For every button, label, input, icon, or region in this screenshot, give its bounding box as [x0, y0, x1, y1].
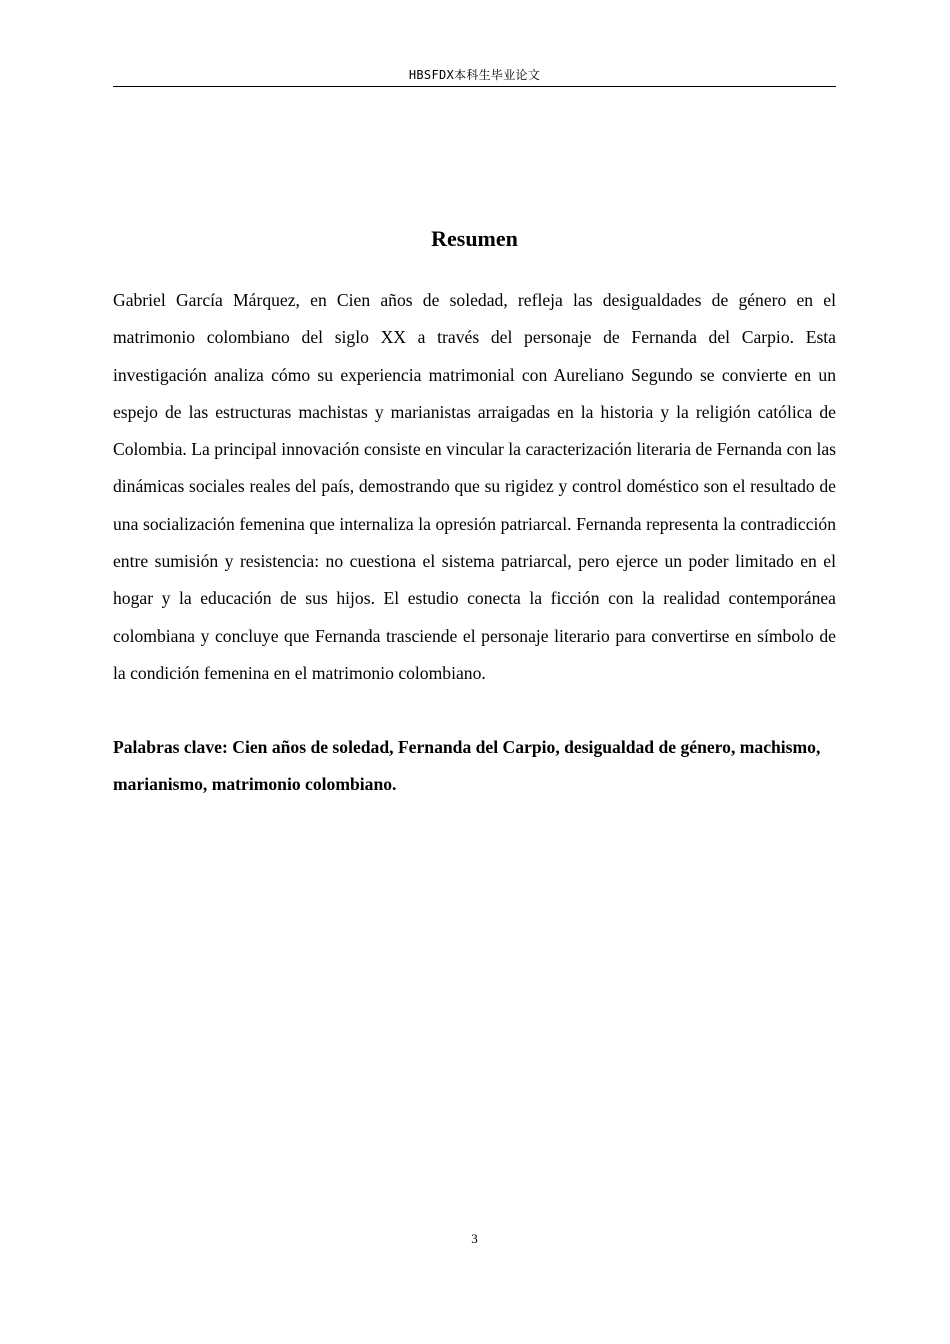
- keywords-paragraph: [113, 729, 836, 804]
- keywords-text: Cien años de soledad, Fernanda del Carpio, desigualdad de género, machismo, marianismo, matrimonio colombiano.: [113, 737, 821, 795]
- page-header: [113, 66, 836, 87]
- header-text: HBSFDX本科生毕业论文: [408, 68, 541, 82]
- section-title: Resumen: [431, 226, 518, 251]
- keywords-label: Palabras clave:: [113, 737, 228, 757]
- abstract-paragraph: Gabriel García Márquez, en Cien años de soledad, refleja las desigualdades de género en el matrimonio colombiano del siglo XX a través del personaje de Fernanda del Carpio. Esta investigación analiza cómo su experiencia matrimonial con Aureliano Segundo se convierte en un espejo de las estructuras machistas y marianistas arraigadas en la historia y la religión católica de Colombia. La principal innovación consiste en vincular la caracterización literaria de Fernanda con las dinámicas sociales reales del país, demostrando que su rigidez y control doméstico son el resultado de una socialización femenina que internaliza la opresión patriarcal. Fernanda representa la contradicción entre sumisión y resistencia: no cuestiona el sistema patriarcal, pero ejerce un poder limitado en el hogar y la educación de sus hijos. El estudio conecta la ficción con la realidad contemporánea colombiana y concluye que Fernanda trasciende el personaje literario para convertirse en símbolo de la condición femenina en el matrimonio colombiano.: [113, 290, 836, 683]
- page-number: 3: [471, 1231, 478, 1246]
